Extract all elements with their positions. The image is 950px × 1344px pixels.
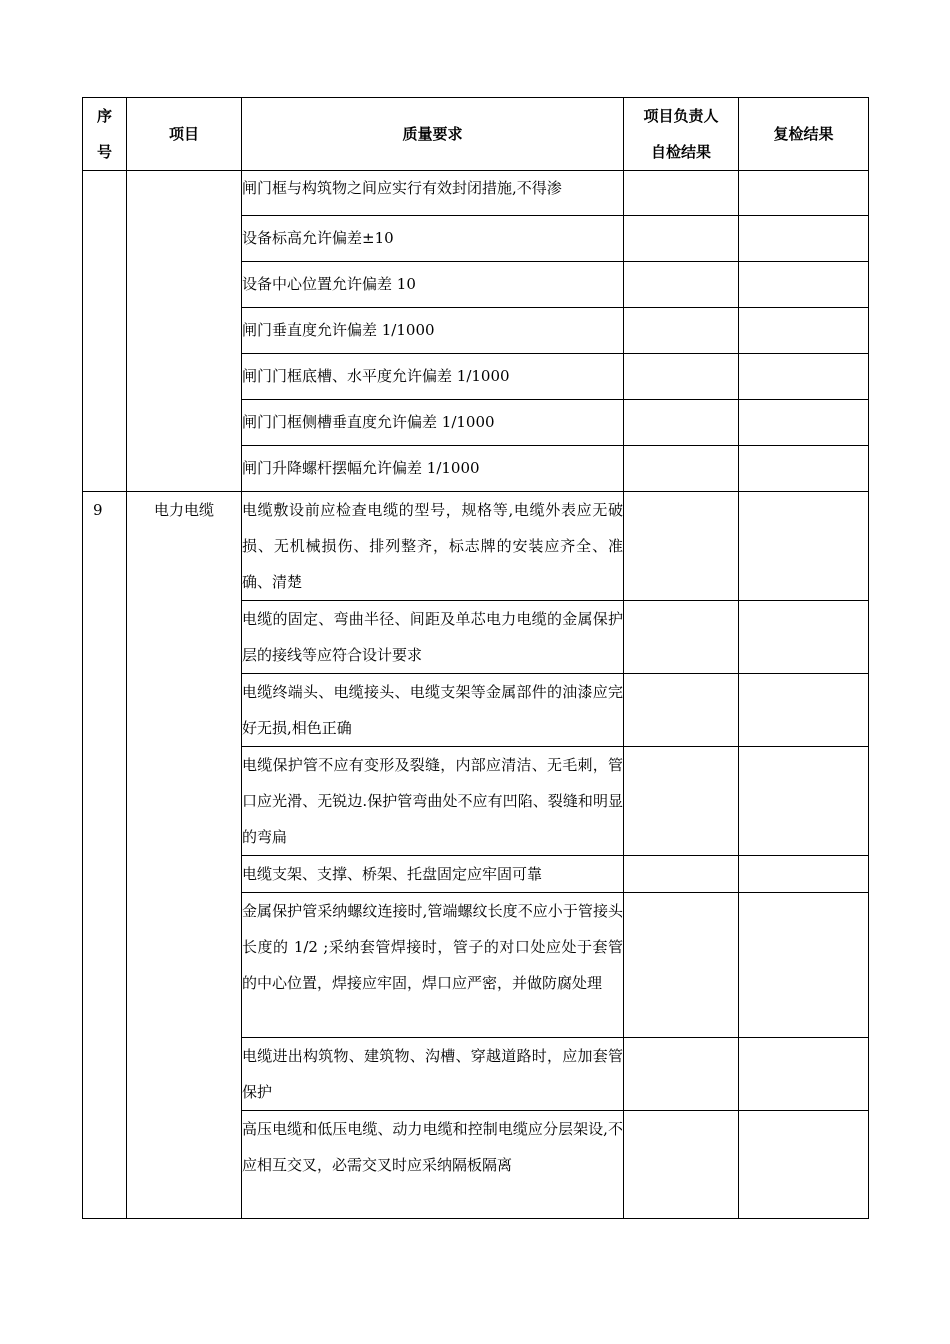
header-self-check-line2: 自检结果 [650, 143, 711, 161]
requirement-cell: 高压电缆和低压电缆、动力电缆和控制电缆应分层架设,不应相互交叉，必需交叉时应采纳隔板隔离 [242, 1111, 624, 1219]
self-check-cell[interactable] [624, 446, 739, 492]
recheck-cell[interactable] [739, 216, 869, 262]
requirement-cell: 闸门门框侧槽垂直度允许偏差 1/1000 [242, 400, 624, 446]
recheck-cell[interactable] [739, 354, 869, 400]
self-check-cell[interactable] [624, 216, 739, 262]
requirement-cell: 电缆敷设前应检查电缆的型号，规格等,电缆外表应无破损、无机械损伤、排列整齐，标志牌的安装应齐全、准确、清楚 [242, 492, 624, 601]
recheck-cell[interactable] [739, 262, 869, 308]
header-recheck: 复检结果 [739, 98, 869, 171]
recheck-cell[interactable] [739, 308, 869, 354]
recheck-cell[interactable] [739, 856, 869, 893]
self-check-cell[interactable] [624, 492, 739, 601]
requirement-cell: 闸门垂直度允许偏差 1/1000 [242, 308, 624, 354]
table-row [83, 492, 869, 601]
header-self-check [624, 98, 739, 171]
requirement-cell: 设备中心位置允许偏差 10 [242, 262, 624, 308]
self-check-cell[interactable] [624, 1111, 739, 1219]
requirement-cell: 闸门框与构筑物之间应实行有效封闭措施,不得渗 [242, 171, 624, 216]
self-check-cell[interactable] [624, 747, 739, 856]
recheck-cell[interactable] [739, 446, 869, 492]
requirement-cell: 电缆终端头、电缆接头、电缆支架等金属部件的油漆应完好无损,相色正确 [242, 674, 624, 747]
recheck-cell[interactable] [739, 492, 869, 601]
requirement-cell: 金属保护管采纳螺纹连接时,管端螺纹长度不应小于管接头长度的 1/2 ;采纳套管焊接时，管子的对口处应处于套管的中心位置，焊接应牢固，焊口应严密，并做防腐处理 [242, 893, 624, 1038]
recheck-cell[interactable] [739, 601, 869, 674]
seq-cell: 9 [83, 492, 127, 1219]
table-row [83, 171, 869, 216]
requirement-cell: 电缆的固定、弯曲半径、间距及单芯电力电缆的金属保护层的接线等应符合设计要求 [242, 601, 624, 674]
self-check-cell[interactable] [624, 354, 739, 400]
self-check-cell[interactable] [624, 674, 739, 747]
self-check-cell[interactable] [624, 601, 739, 674]
requirement-cell: 电缆保护管不应有变形及裂缝，内部应清洁、无毛刺，管口应光滑、无锐边.保护管弯曲处不应有凹陷、裂缝和明显的弯扁 [242, 747, 624, 856]
recheck-cell[interactable] [739, 747, 869, 856]
seq-cell [83, 171, 127, 492]
recheck-cell[interactable] [739, 1111, 869, 1219]
self-check-cell[interactable] [624, 1038, 739, 1111]
item-cell: 电力电缆 [127, 492, 242, 1219]
recheck-cell[interactable] [739, 674, 869, 747]
self-check-cell[interactable] [624, 856, 739, 893]
requirement-cell: 电缆支架、支撑、桥架、托盘固定应牢固可靠 [242, 856, 624, 893]
header-requirement: 质量要求 [242, 98, 624, 171]
self-check-cell[interactable] [624, 400, 739, 446]
self-check-cell[interactable] [624, 308, 739, 354]
self-check-cell[interactable] [624, 171, 739, 216]
recheck-cell[interactable] [739, 893, 869, 1038]
requirement-cell: 设备标高允许偏差±10 [242, 216, 624, 262]
item-cell [127, 171, 242, 492]
requirement-cell: 闸门升降螺杆摆幅允许偏差 1/1000 [242, 446, 624, 492]
header-self-check-line1: 项目负责人 [643, 107, 719, 125]
requirement-cell: 闸门门框底槽、水平度允许偏差 1/1000 [242, 354, 624, 400]
header-seq: 序号 [83, 98, 127, 171]
recheck-cell[interactable] [739, 1038, 869, 1111]
recheck-cell[interactable] [739, 171, 869, 216]
self-check-cell[interactable] [624, 262, 739, 308]
quality-inspection-table [82, 97, 869, 1219]
self-check-cell[interactable] [624, 893, 739, 1038]
requirement-cell: 电缆进出构筑物、建筑物、沟槽、穿越道路时，应加套管保护 [242, 1038, 624, 1111]
table-header-row [83, 98, 869, 171]
recheck-cell[interactable] [739, 400, 869, 446]
header-item: 项目 [127, 98, 242, 171]
